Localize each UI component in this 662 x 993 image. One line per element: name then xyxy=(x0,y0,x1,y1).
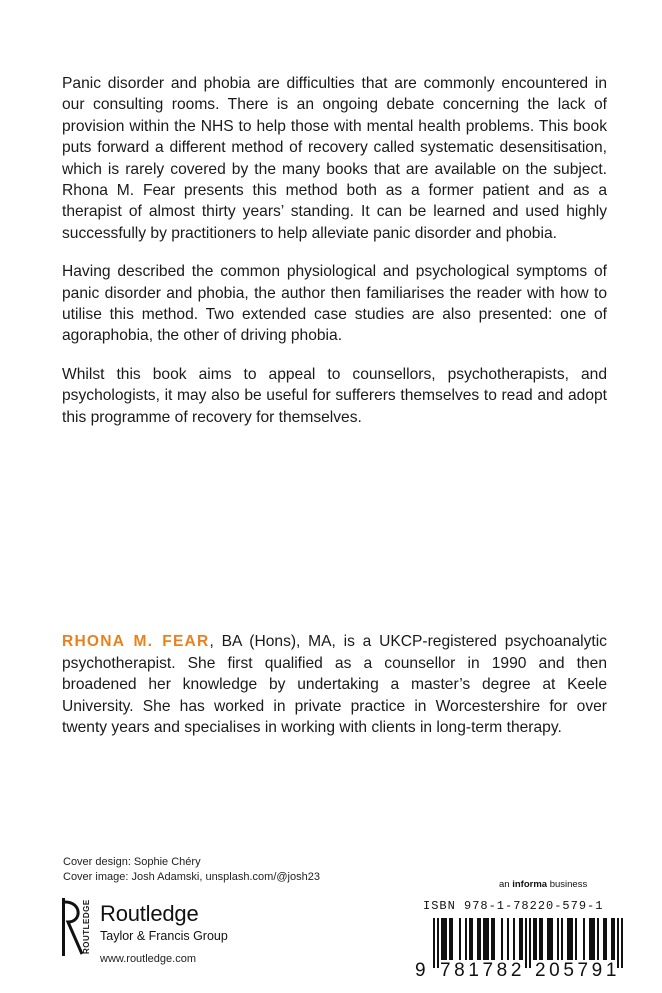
ean-left-digits: 781782 xyxy=(440,960,526,981)
cover-image-credit: Cover image: Josh Adamski, unsplash.com/@josh23 xyxy=(63,871,320,883)
barcode-bar xyxy=(451,918,453,960)
barcode-bar xyxy=(445,918,447,960)
barcode-bar xyxy=(479,918,481,960)
barcode-bar xyxy=(591,918,593,960)
ean-first-digit: 9 xyxy=(415,960,426,981)
barcode-bar xyxy=(443,918,445,960)
barcode-bar xyxy=(561,918,563,960)
barcode-bar xyxy=(575,918,577,960)
publisher-group: Taylor & Francis Group xyxy=(100,929,228,943)
barcode-bar xyxy=(441,918,443,960)
routledge-vertical-text: ROUTLEDGE xyxy=(82,899,91,955)
barcode-bar xyxy=(603,918,605,960)
ean-right-digits: 205791 xyxy=(535,960,621,981)
author-bio-text: , BA (Hons), MA, is a UKCP-registered psychoanalytic psychotherapist. She first qualified as a counsellor in 1990 and then broadened her knowledge by undertaking a master’s degree at Keele University. She has worked in private practice in Worcestershire for over twenty years and specialises in working with clients in long-term therapy. xyxy=(62,633,607,737)
barcode-bar xyxy=(449,918,451,960)
routledge-r-icon xyxy=(62,896,84,958)
barcode-bar xyxy=(539,918,541,960)
barcode-bar xyxy=(583,918,585,960)
barcode-bar xyxy=(471,918,473,960)
barcode-bar xyxy=(589,918,591,960)
barcode-bar xyxy=(571,918,573,960)
barcode-bar xyxy=(613,918,615,960)
barcode-bar xyxy=(521,918,523,960)
cover-credits xyxy=(63,855,320,885)
isbn-label: ISBN 978-1-78220-579-1 xyxy=(423,899,604,913)
barcode-bar xyxy=(535,918,537,960)
barcode-bar xyxy=(459,918,461,960)
barcode-bar xyxy=(493,918,495,960)
barcode-bar xyxy=(597,918,599,960)
barcode-bar xyxy=(567,918,569,960)
barcode-bar xyxy=(501,918,503,960)
barcode-bar xyxy=(465,918,467,960)
publisher-website: www.routledge.com xyxy=(100,953,196,965)
barcode-bar xyxy=(533,918,535,960)
isbn-barcode xyxy=(411,891,644,987)
routledge-logo xyxy=(62,896,262,958)
barcode-bar xyxy=(605,918,607,960)
publisher-name: Routledge xyxy=(100,901,199,926)
blurb-paragraph-2: Having described the common physiological and psychological symptoms of panic disorder and phobia, the author then familiarises the reader with how to utilise this method. Two extended case studies are also presented: one of agoraphobia, the other of driving phobia. xyxy=(62,263,607,345)
barcode-bar xyxy=(547,918,549,960)
barcode-bar xyxy=(469,918,471,960)
barcode-bar xyxy=(549,918,551,960)
blurb-paragraph-1: Panic disorder and phobia are difficulties that are commonly encountered in our consulting rooms. There is an ongoing debate concerning the lack of provision within the NHS to help those with mental health problems. This book puts forward a different method of recovery called systematic desensitisation, which is rarely covered by the many books that are available on the subject. Rhona M. Fear presents this method both as a former patient and as a therapist of almost thirty years’ standing. It can be learned and used highly successfully by practitioners to help alleviate panic disorder and phobia. xyxy=(62,75,607,242)
informa-tagline xyxy=(499,879,587,890)
informa-suffix: business xyxy=(547,879,588,890)
author-bio xyxy=(62,631,607,739)
barcode-bar xyxy=(513,918,515,960)
barcode-bar xyxy=(541,918,543,960)
back-cover-blurb xyxy=(62,73,607,445)
barcode-bar xyxy=(507,918,509,960)
barcode-bar xyxy=(557,918,559,960)
barcode-bar xyxy=(477,918,479,960)
barcode-bar xyxy=(611,918,613,960)
barcode-bar xyxy=(483,918,485,960)
barcode-bar xyxy=(519,918,521,960)
barcode-bar xyxy=(593,918,595,960)
barcode-bar xyxy=(569,918,571,960)
barcode-bar xyxy=(551,918,553,960)
author-name: RHONA M. FEAR xyxy=(62,633,210,650)
cover-design-credit: Cover design: Sophie Chéry xyxy=(63,856,201,868)
barcode-bar xyxy=(491,918,493,960)
informa-prefix: an xyxy=(499,879,513,890)
barcode-bar xyxy=(487,918,489,960)
barcode-bar xyxy=(485,918,487,960)
informa-brand: informa xyxy=(512,879,548,890)
ean-digits xyxy=(411,960,644,982)
blurb-paragraph-3: Whilst this book aims to appeal to counsellors, psychotherapists, and psychologists, it may also be useful for sufferers themselves to read and adopt this programme of recovery for themselves. xyxy=(62,365,607,426)
